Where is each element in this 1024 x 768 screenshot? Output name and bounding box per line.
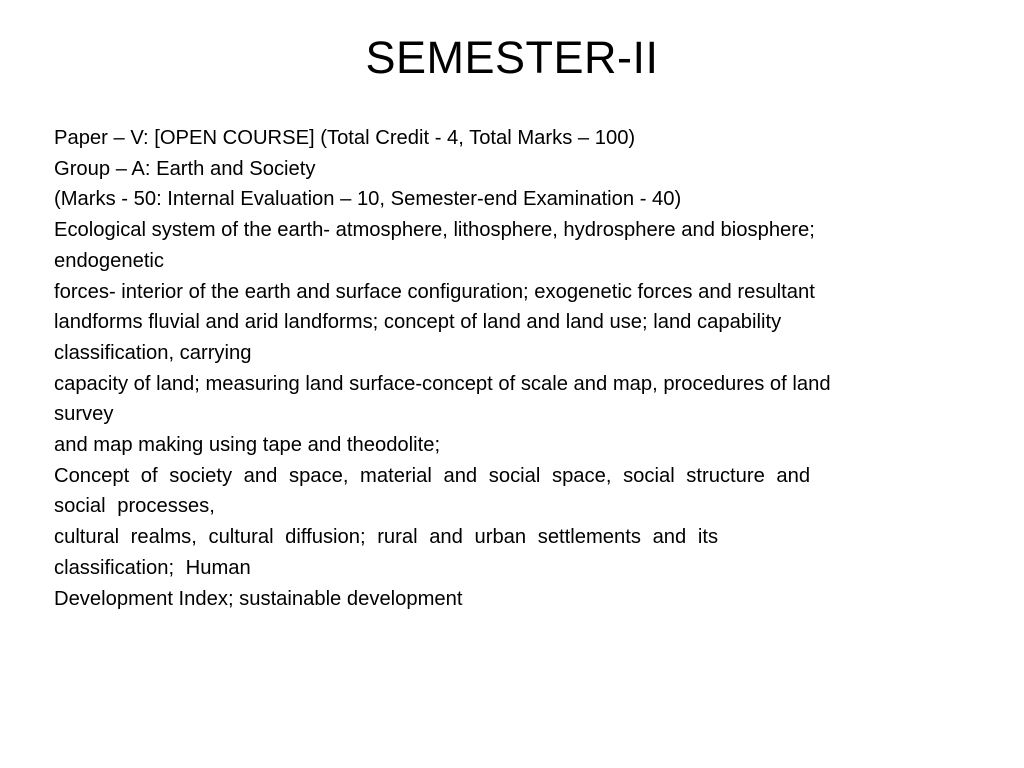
syllabus-line: forces- interior of the earth and surface configuration; exogenetic forces and resultant <box>54 280 815 303</box>
paper-heading-line: Paper – V: [OPEN COURSE] (Total Credit - 4, Total Marks – 100) <box>54 127 636 149</box>
slide-title: SEMESTER-II <box>365 32 659 83</box>
syllabus-line: classification, carrying <box>54 341 252 364</box>
syllabus-line: Concept of society and space, material and social space, social structure and <box>54 464 811 487</box>
syllabus-line: classification; Human <box>54 556 251 579</box>
syllabus-line: social processes, <box>54 495 215 518</box>
syllabus-line: endogenetic <box>54 249 165 272</box>
group-heading-line: Group – A: Earth and Society <box>54 157 316 180</box>
syllabus-line: survey <box>54 403 114 426</box>
syllabus-line: Development Index; sustainable development <box>54 587 463 610</box>
syllabus-line: and map making using tape and theodolite; <box>54 434 441 457</box>
slide-body <box>54 123 984 614</box>
syllabus-line: capacity of land; measuring land surface-concept of scale and map, procedures of land <box>54 372 831 395</box>
syllabus-line: cultural realms, cultural diffusion; rural and urban settlements and its <box>54 526 719 549</box>
syllabus-line: Ecological system of the earth- atmosphere, lithosphere, hydrosphere and biosphere; <box>54 219 815 242</box>
syllabus-line: landforms fluvial and arid landforms; concept of land and land use; land capability <box>54 311 782 334</box>
marks-breakdown-line: (Marks - 50: Internal Evaluation – 10, Semester-end Examination - 40) <box>54 188 682 211</box>
